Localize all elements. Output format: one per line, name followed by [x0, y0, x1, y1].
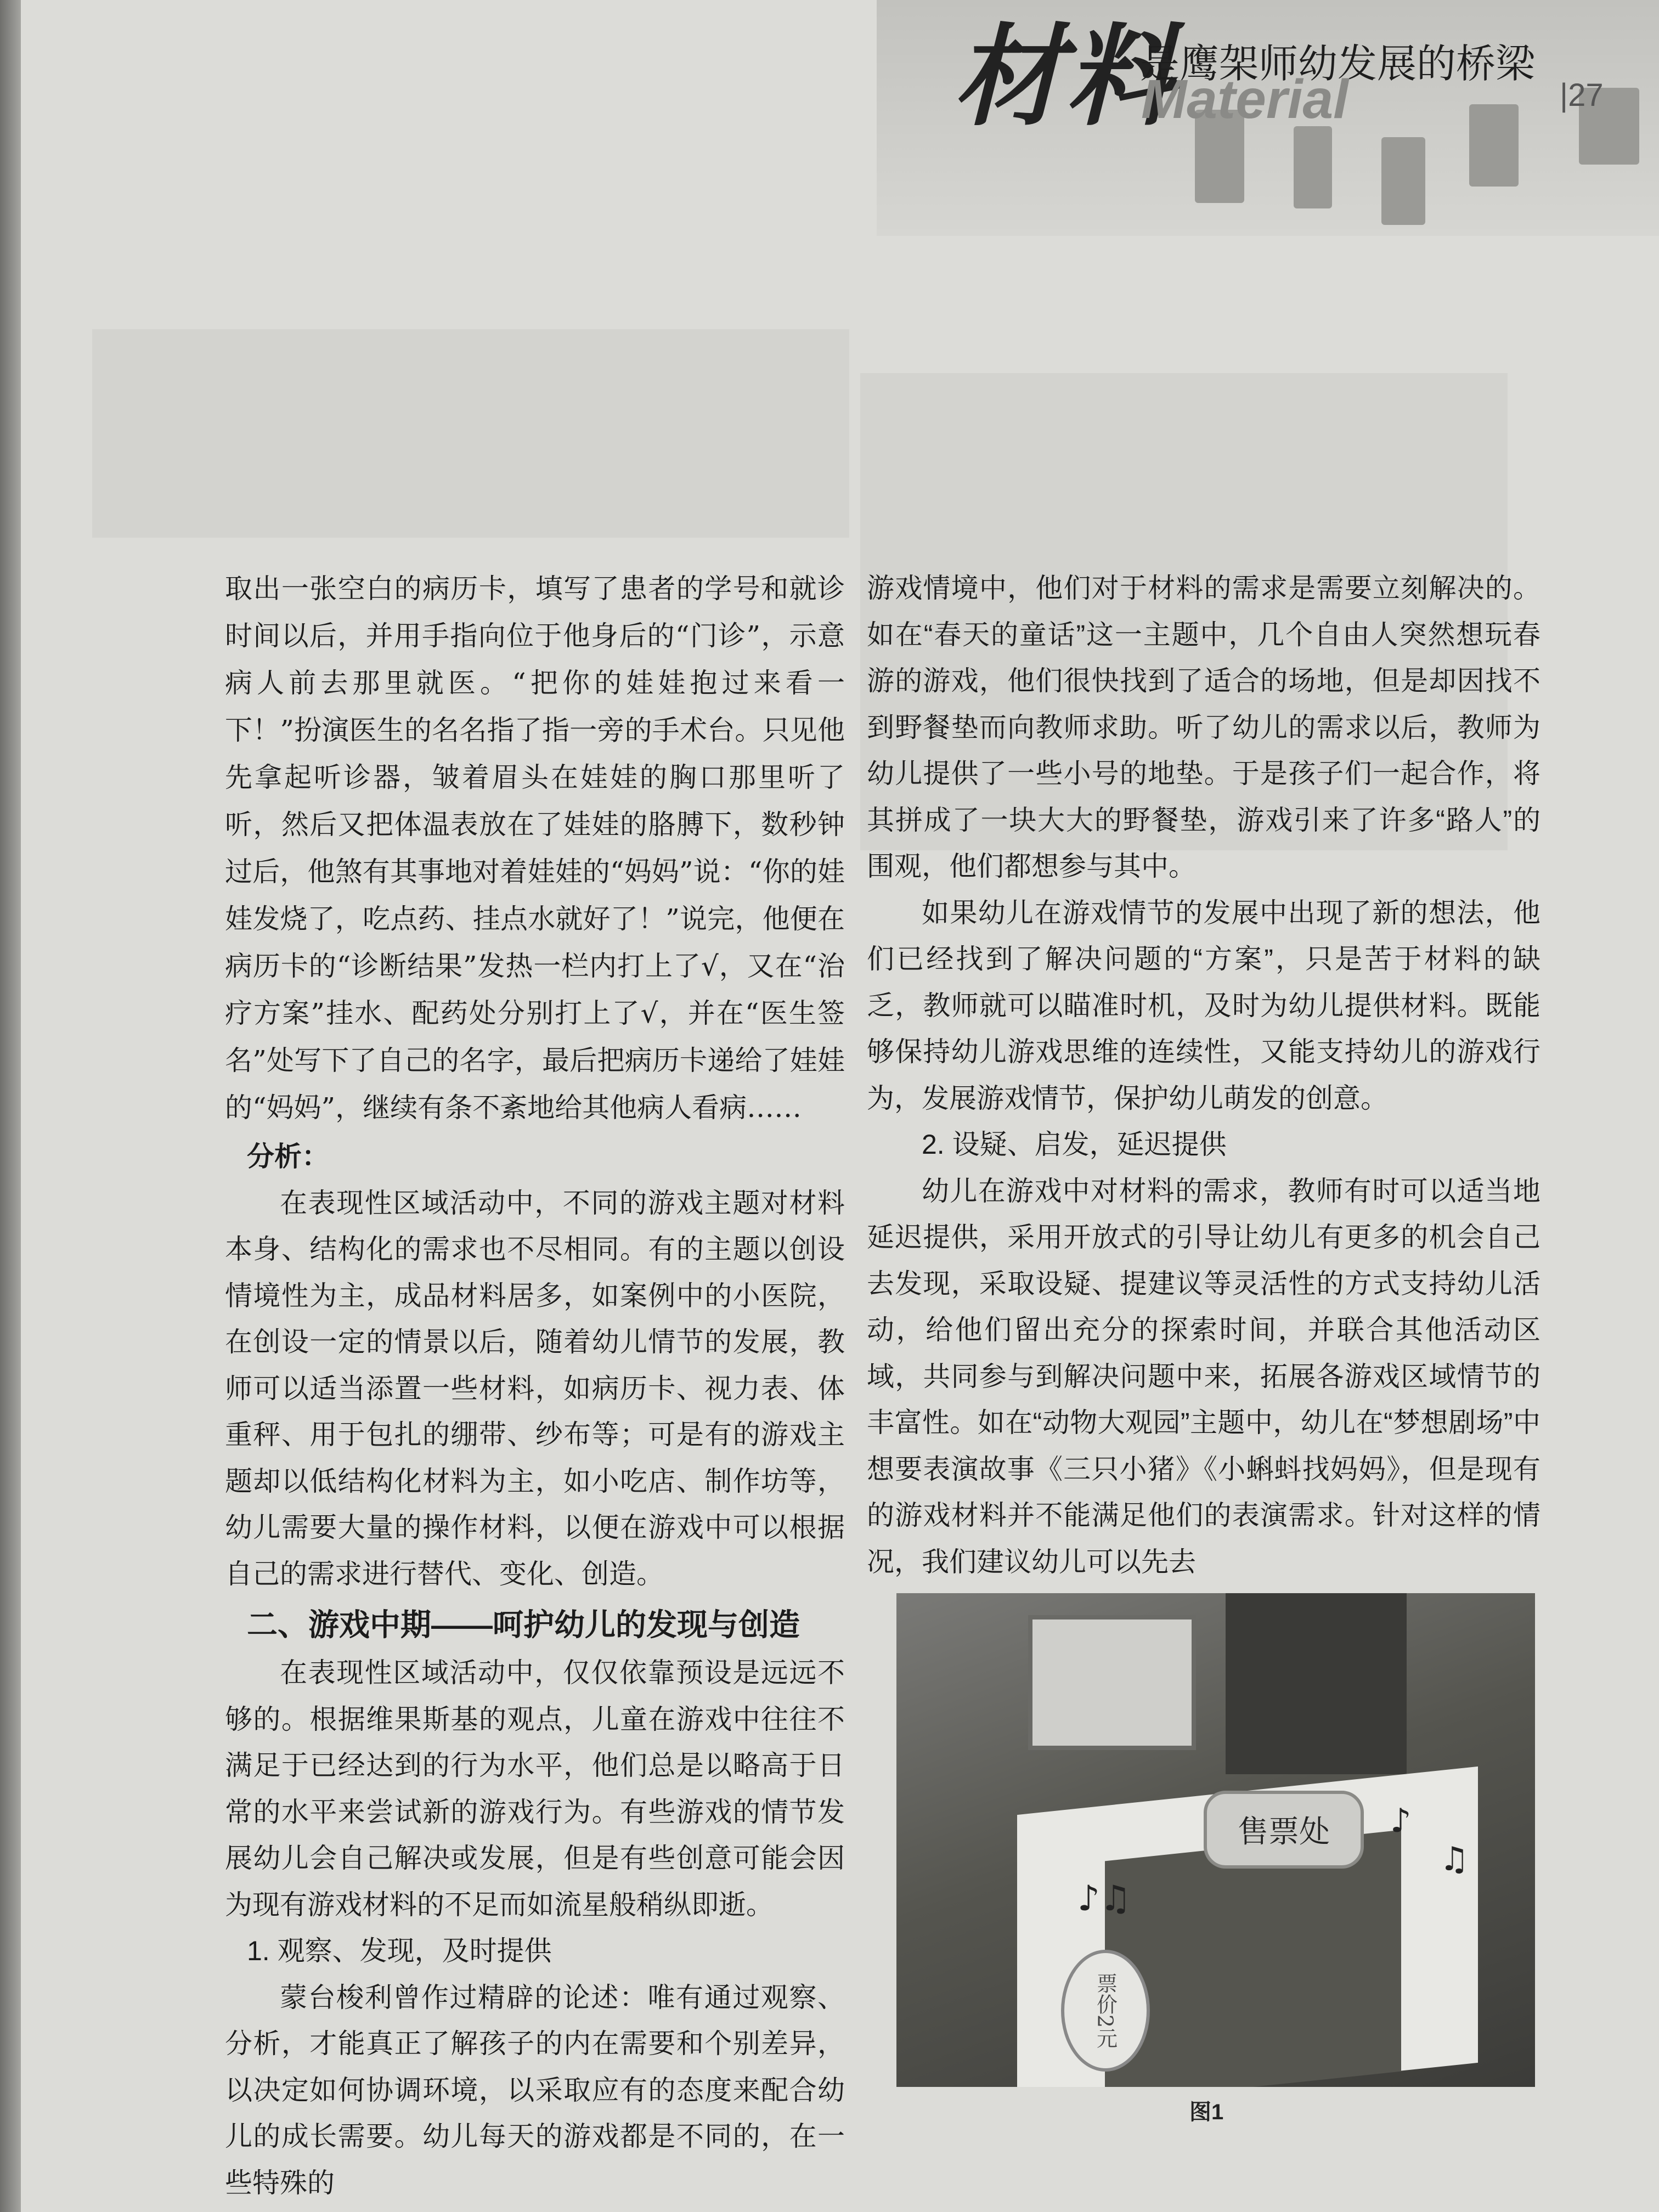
sub-heading-observe: 1. 观察、发现，及时提供 — [247, 1936, 552, 1966]
ticket-office-sign: 售票处 — [1204, 1791, 1364, 1869]
right-paragraph-2: 如果幼儿在游戏情节的发展中出现了新的想法，他们已经找到了解决问题的“方案”，只是苦于材料的缺乏，教师就可以瞄准时机，及时为幼儿提供材料。既能够保持幼儿游戏思维的连续性，又能支持幼儿的游戏行为，发展游戏情节，保护幼儿萌发的创意。 — [867, 897, 1541, 1114]
hanging-tag-decoration — [1294, 126, 1332, 208]
music-note-icon: ♫ — [1440, 1840, 1469, 1878]
analysis-paragraph: 在表现性区域活动中，不同的游戏主题对材料本身、结构化的需求也不尽相同。有的主题以创设情境性为主，成品材料居多，如案例中的小医院，在创设一定的情景以后，随着幼儿情节的发展，教师可以适当添置一些材料，如病历卡、视力表、体重秤、用于包扎的绷带、纱布等；可是有的游戏主题却以低结构化材料为主，如小吃店、制作坊等，幼儿需要大量的操作材料，以便在游戏中可以根据自己的需求进行替代、变化、创造。 — [225, 1187, 845, 1589]
section-paragraph: 在表现性区域活动中，仅仅依靠预设是远远不够的。根据维果斯基的观点，儿童在游戏中往往不满足于已经达到的行为水平，他们总是以略高于日常的水平来尝试新的游戏行为。有些游戏的情节发展幼儿会自己解决或发展，但是有些创意可能会因为现有游戏材料的不足而如流星般稍纵即逝。 — [225, 1657, 845, 1920]
sub-heading-delay: 2. 设疑、启发，延迟提供 — [922, 1129, 1227, 1160]
story-paragraph: 取出一张空白的病历卡，填写了患者的学号和就诊时间以后，并用手指向位于他身后的“门诊”，示意病人前去那里就医。“把你的娃娃抱过来看一下！”扮演医生的名名指了指一旁的手术台。只见他先拿起听诊器，皱着眉头在娃娃的胸口那里听了听，然后又把体温表放在了娃娃的胳膊下，数秒钟过后，他煞有其事地对着娃娃的“妈妈”说：“你的娃娃发烧了，吃点药、挂点水就好了！”说完，他便在病历卡的“诊断结果”发热一栏内打上了√，又在“治疗方案”挂水、配药处分别打上了√，并在“医生签名”处写下了自己的名字，最后把病历卡递给了娃娃的“妈妈”，继续有条不紊地给其他病人看病…… — [225, 573, 845, 1124]
book-spine-shadow — [0, 0, 21, 2212]
hanging-tag-decoration — [1381, 137, 1425, 225]
music-note-icon: ♪♫ — [1077, 1878, 1132, 1919]
section-heading: 二、游戏中期——呵护幼儿的发现与创造 — [247, 1607, 800, 1642]
figure-caption: 图1 — [1189, 2100, 1224, 2124]
right-paragraph-3: 幼儿在游戏中对材料的需求，教师有时可以适当地延迟提供，采用开放式的引导让幼儿有更多的机会自己去发现，采取设疑、提建议等灵活性的方式支持幼儿活动，给他们留出充分的探索时间，并联合其他活动区域，共同参与到解决问题中来，拓展各游戏区域情节的丰富性。如在“动物大观园”主题中，幼儿在“梦想剧场”中想要表演故事《三只小猪》《小蝌蚪找妈妈》，但是现有的游戏材料并不能满足他们的表演需求。针对这样的情况，我们建议幼儿可以先去 — [867, 1175, 1541, 1577]
photo-window — [1028, 1615, 1196, 1750]
montessori-paragraph: 蒙台梭利曾作过精辟的论述：唯有通过观察、分析，才能真正了解孩子的内在需要和个别差异，以决定如何协调环境，以采取应有的态度来配合幼儿的成长需要。幼儿每天的游戏都是不同的，在一些特殊的 — [225, 1982, 845, 2198]
left-column — [225, 565, 845, 2206]
right-column — [867, 565, 1541, 1585]
ticket-price-sign: 票价2元 — [1061, 1950, 1150, 2072]
ticket-booth-photo — [896, 1593, 1535, 2087]
header-title: 材料 — [953, 12, 1178, 141]
magazine-page — [21, 0, 1659, 2212]
header-subtitle: 是鹰架师幼发展的桥梁 — [1140, 42, 1536, 86]
music-note-icon: ♪ — [1390, 1802, 1412, 1840]
page-number: |27 — [1560, 77, 1604, 113]
show-through-area — [92, 329, 849, 538]
header-english-title: Material — [1141, 69, 1348, 130]
hanging-tag-decoration — [1469, 104, 1519, 187]
analysis-label: 分析： — [247, 1141, 329, 1172]
right-paragraph-1: 游戏情境中，他们对于材料的需求是需要立刻解决的。如在“春天的童话”这一主题中，几个自由人突然想玩春游的游戏，他们很快找到了适合的场地，但是却因找不到野餐垫而向教师求助。听了幼儿的需求以后，教师为幼儿提供了一些小号的地垫。于是孩子们一起合作，将其拼成了一块大大的野餐垫，游戏引来了许多“路人”的围观，他们都想参与其中。 — [867, 573, 1541, 882]
photo-bulletin-board — [1226, 1593, 1407, 1774]
section-header — [953, 11, 1536, 141]
